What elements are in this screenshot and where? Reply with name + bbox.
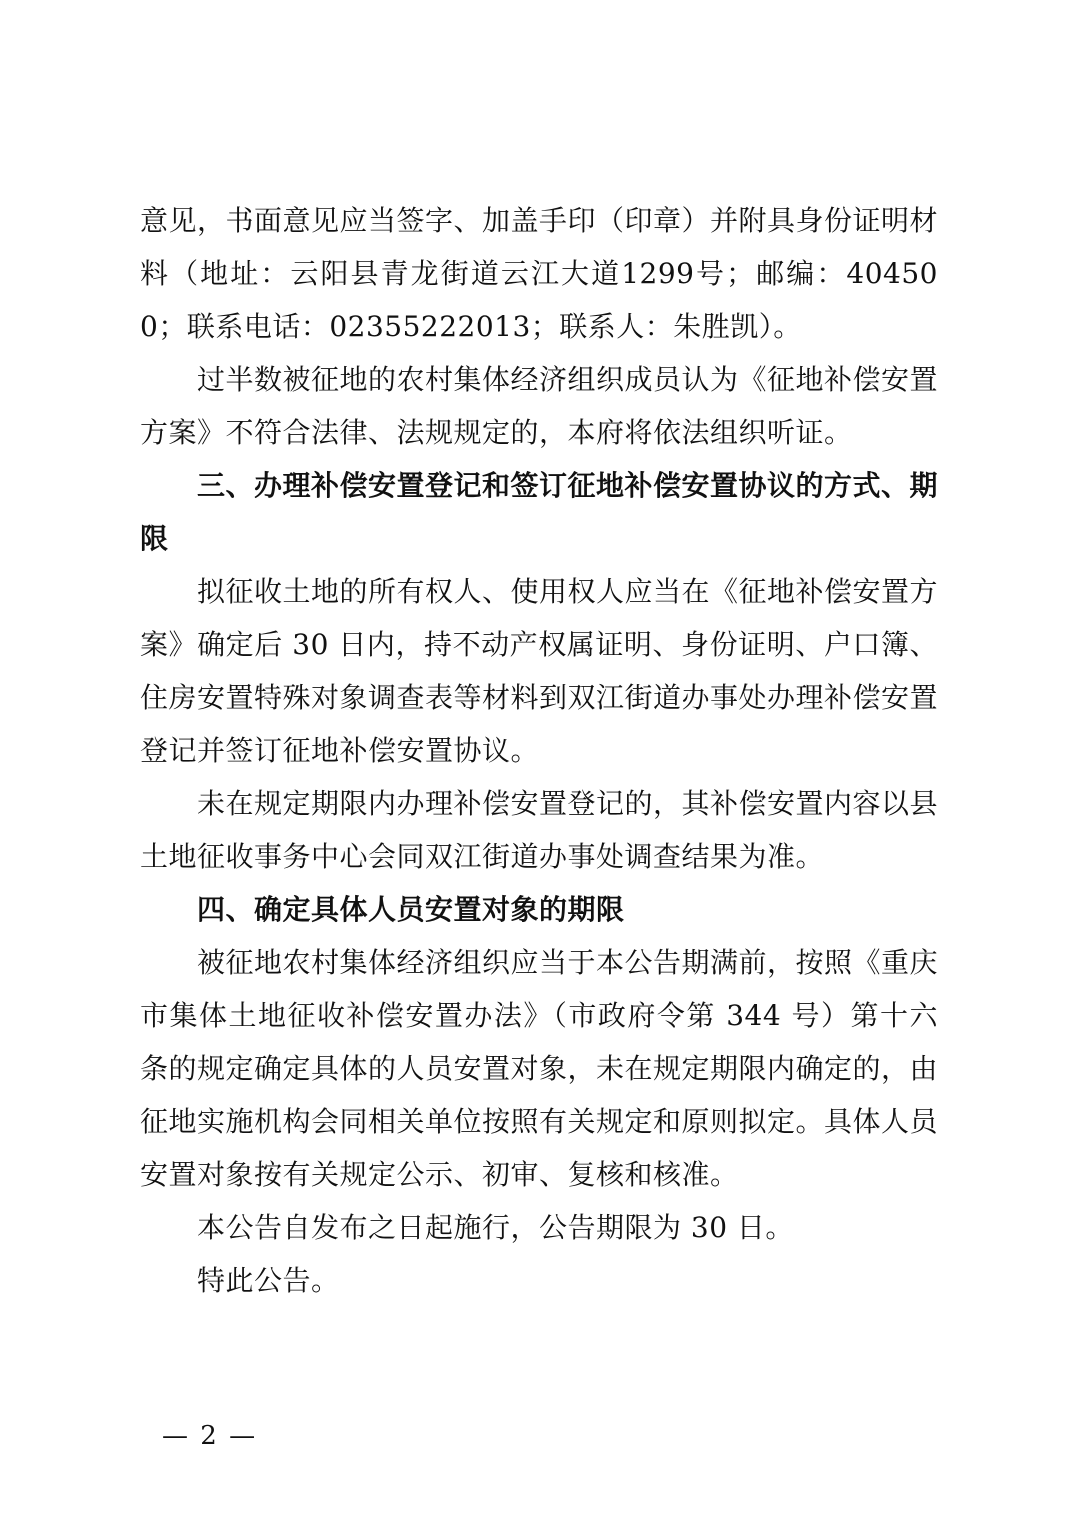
page-number: — 2 —	[162, 1421, 258, 1451]
paragraph-resettlement-targets: 被征地农村集体经济组织应当于本公告期满前，按照《重庆市集体土地征收补偿安置办法》（市政府令第 344 号）第十六条的规定确定具体的人员安置对象，未在规定期限内确定的，由征地实施机构会同相关单位按照有关规定和原则拟定。具体人员安置对象按有关规定公示、初审、复核和核准。	[140, 946, 939, 1191]
document-body	[140, 194, 938, 1307]
paragraph-closing: 特此公告。	[197, 1264, 340, 1297]
section-heading-3: 三、办理补偿安置登记和签订征地补偿安置协议的方式、期限	[140, 469, 939, 555]
paragraph-effective-date: 本公告自发布之日起施行，公告期限为 30 日。	[197, 1211, 794, 1244]
section-heading-4: 四、确定具体人员安置对象的期限	[197, 893, 625, 926]
paragraph-hearing: 过半数被征地的农村集体经济组织成员认为《征地补偿安置方案》不符合法律、法规规定的，本府将依法组织听证。	[140, 363, 939, 449]
paragraph-unregistered: 未在规定期限内办理补偿安置登记的，其补偿安置内容以县土地征收事务中心会同双江街道办事处调查结果为准。	[140, 787, 939, 873]
paragraph-registration: 拟征收土地的所有权人、使用权人应当在《征地补偿安置方案》确定后 30 日内，持不动产权属证明、身份证明、户口簿、住房安置特殊对象调查表等材料到双江街道办事处办理补偿安置登记并签订征地补偿安置协议。	[140, 575, 939, 767]
paragraph-written-opinion-contact: 意见，书面意见应当签字、加盖手印（印章）并附具身份证明材料（地址：云阳县青龙街道云江大道1299号；邮编：404500；联系电话：02355222013；联系人：朱胜凯）。	[140, 204, 939, 343]
